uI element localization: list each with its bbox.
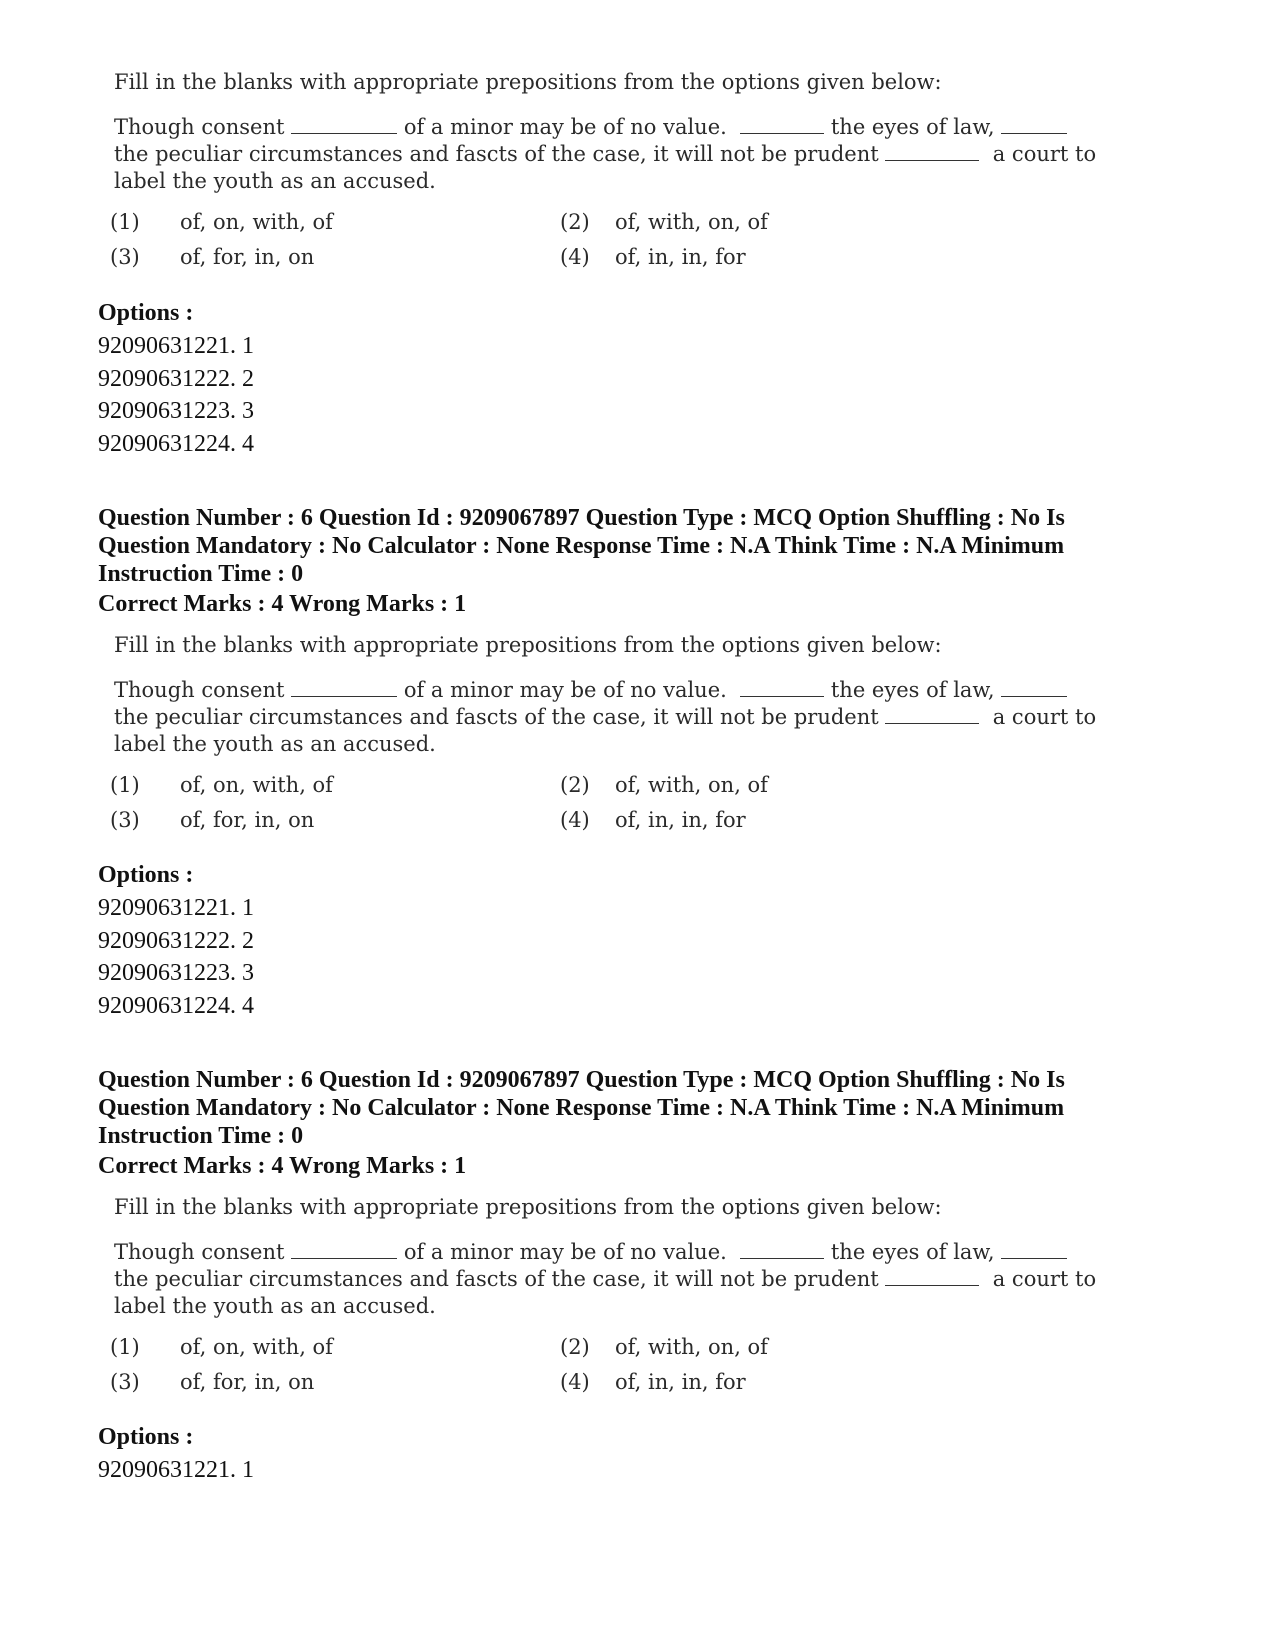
choice-2: (2) of, with, on, of (560, 1335, 768, 1359)
option-1: 92090631221. 1 (98, 895, 254, 921)
options-label: Options : (98, 1424, 194, 1450)
choice-4: (4) of, in, in, for (560, 808, 746, 832)
blank (1001, 1240, 1067, 1259)
blank (740, 678, 824, 697)
option-3: 92090631223. 3 (98, 960, 254, 986)
blank (291, 678, 397, 697)
question-instruction: Fill in the blanks with appropriate prepositions from the options given below: (114, 633, 942, 657)
option-1: 92090631221. 1 (98, 333, 254, 359)
option-2: 92090631222. 2 (98, 366, 254, 392)
question-header: Question Number : 6 Question Id : 9209067897 Question Type : MCQ Option Shuffling : No Is Question Mandatory : No Calculator : None Response Time : N.A Think Time : N.A Minimum Instruction Time : 0 (98, 505, 1065, 587)
blank (1001, 115, 1067, 134)
question-instruction: Fill in the blanks with appropriate prepositions from the options given below: (114, 70, 942, 94)
choice-3: (3) of, for, in, on (110, 1370, 315, 1394)
option-4: 92090631224. 4 (98, 431, 254, 457)
choice-4: (4) of, in, in, for (560, 1370, 746, 1394)
marks-line: Correct Marks : 4 Wrong Marks : 1 (98, 1153, 467, 1179)
option-2: 92090631222. 2 (98, 928, 254, 954)
question-image (98, 70, 1098, 280)
question-passage: Though consent of a minor may be of no value. the eyes of law, the peculiar circumstances and fascts of the case, it will not be prudent a court to label the youth as an accused. (114, 678, 1097, 756)
question-header: Question Number : 6 Question Id : 9209067897 Question Type : MCQ Option Shuffling : No Is Question Mandatory : No Calculator : None Response Time : N.A Think Time : N.A Minimum Instruction Time : 0 (98, 1067, 1065, 1149)
option-4: 92090631224. 4 (98, 993, 254, 1019)
choice-1: (1) of, on, with, of (110, 773, 333, 797)
options-label: Options : (98, 300, 194, 326)
blank (740, 115, 824, 134)
options-label: Options : (98, 862, 194, 888)
blank (291, 115, 397, 134)
question-passage: Though consent of a minor may be of no value. the eyes of law, the peculiar circumstances and fascts of the case, it will not be prudent a court to label the youth as an accused. (114, 115, 1097, 193)
blank (740, 1240, 824, 1259)
marks-line: Correct Marks : 4 Wrong Marks : 1 (98, 591, 467, 617)
choice-2: (2) of, with, on, of (560, 210, 768, 234)
option-1: 92090631221. 1 (98, 1457, 254, 1483)
choice-2: (2) of, with, on, of (560, 773, 768, 797)
blank (885, 1267, 979, 1286)
question-image (98, 1195, 1098, 1405)
choice-1: (1) of, on, with, of (110, 1335, 333, 1359)
blank (1001, 678, 1067, 697)
question-image (98, 633, 1098, 843)
choice-3: (3) of, for, in, on (110, 808, 315, 832)
blank (885, 142, 979, 161)
question-passage: Though consent of a minor may be of no value. the eyes of law, the peculiar circumstances and fascts of the case, it will not be prudent a court to label the youth as an accused. (114, 1240, 1097, 1318)
choice-4: (4) of, in, in, for (560, 245, 746, 269)
question-instruction: Fill in the blanks with appropriate prepositions from the options given below: (114, 1195, 942, 1219)
choice-1: (1) of, on, with, of (110, 210, 333, 234)
blank (885, 705, 979, 724)
choice-3: (3) of, for, in, on (110, 245, 315, 269)
option-3: 92090631223. 3 (98, 398, 254, 424)
blank (291, 1240, 397, 1259)
